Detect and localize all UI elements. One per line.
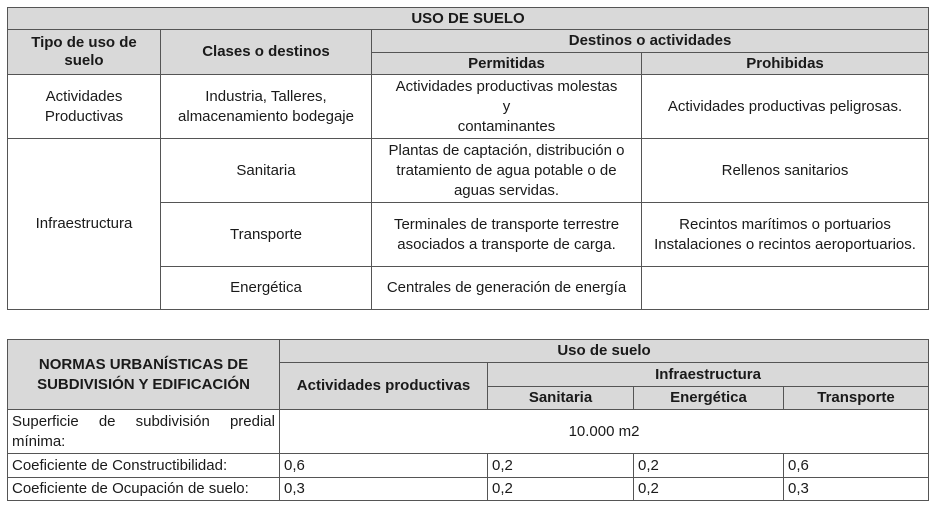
normas-urbanisticas-table (7, 339, 929, 501)
uso-de-suelo-table (7, 7, 929, 310)
row-ocupacion-label: Coeficiente de Ocupación de suelo: (8, 478, 280, 501)
row-ocupacion-transporte: 0,3 (784, 478, 929, 501)
header-tipo-uso: Tipo de uso de suelo (8, 30, 161, 75)
row-constructibilidad-label: Coeficiente de Constructibilidad: (8, 454, 280, 478)
row-productivas-permitidas (372, 75, 642, 139)
row-constructibilidad-transporte: 0,6 (784, 454, 929, 478)
row-energetica-clase: Energética (161, 267, 372, 310)
row-ocupacion-productivas: 0,3 (280, 478, 488, 501)
row-productivas-clase: Industria, Talleres, almacenamiento bodegaje (161, 75, 372, 139)
permitidas-line: y (502, 97, 511, 115)
row-ocupacion-energetica: 0,2 (634, 478, 784, 501)
row-sanitaria-permitidas: Plantas de captación, distribución o tratamiento de agua potable o de aguas servidas. (372, 139, 642, 203)
header-transporte: Transporte (784, 387, 929, 410)
row-transporte-clase: Transporte (161, 203, 372, 267)
prohibidas-line: Recintos marítimos o portuarios (679, 215, 891, 233)
header-clases-destinos: Clases o destinos (161, 30, 372, 75)
header-actividades-productivas: Actividades productivas (280, 363, 488, 410)
header-normas: NORMAS URBANÍSTICAS DE SUBDIVISIÓN Y EDIFICACIÓN (8, 340, 280, 410)
row-sanitaria-prohibidas: Rellenos sanitarios (642, 139, 929, 203)
row-transporte-prohibidas (642, 203, 929, 267)
row-infraestructura-tipo: Infraestructura (8, 139, 161, 310)
row-superficie-label: Superficie de subdivisión predial mínima: (8, 410, 280, 454)
row-ocupacion-sanitaria: 0,2 (488, 478, 634, 501)
row-constructibilidad-energetica: 0,2 (634, 454, 784, 478)
header-sanitaria: Sanitaria (488, 387, 634, 410)
row-constructibilidad-productivas: 0,6 (280, 454, 488, 478)
row-energetica-prohibidas (642, 267, 929, 310)
header-permitidas: Permitidas (372, 53, 642, 75)
permitidas-line: Actividades productivas molestas (395, 77, 618, 95)
table-title: USO DE SUELO (8, 8, 929, 30)
header-energetica: Energética (634, 387, 784, 410)
row-transporte-permitidas: Terminales de transporte terrestre asociados a transporte de carga. (372, 203, 642, 267)
permitidas-line: contaminantes (457, 117, 556, 135)
row-energetica-permitidas: Centrales de generación de energía (372, 267, 642, 310)
row-productivas-prohibidas: Actividades productivas peligrosas. (642, 75, 929, 139)
row-productivas-tipo: Actividades Productivas (8, 75, 161, 139)
header-uso-de-suelo: Uso de suelo (280, 340, 929, 363)
header-infraestructura: Infraestructura (488, 363, 929, 387)
prohibidas-line: Instalaciones o recintos aeroportuarios. (654, 235, 916, 253)
row-constructibilidad-sanitaria: 0,2 (488, 454, 634, 478)
row-superficie-value: 10.000 m2 (280, 410, 929, 454)
row-sanitaria-clase: Sanitaria (161, 139, 372, 203)
header-destinos-actividades: Destinos o actividades (372, 30, 929, 53)
header-prohibidas: Prohibidas (642, 53, 929, 75)
